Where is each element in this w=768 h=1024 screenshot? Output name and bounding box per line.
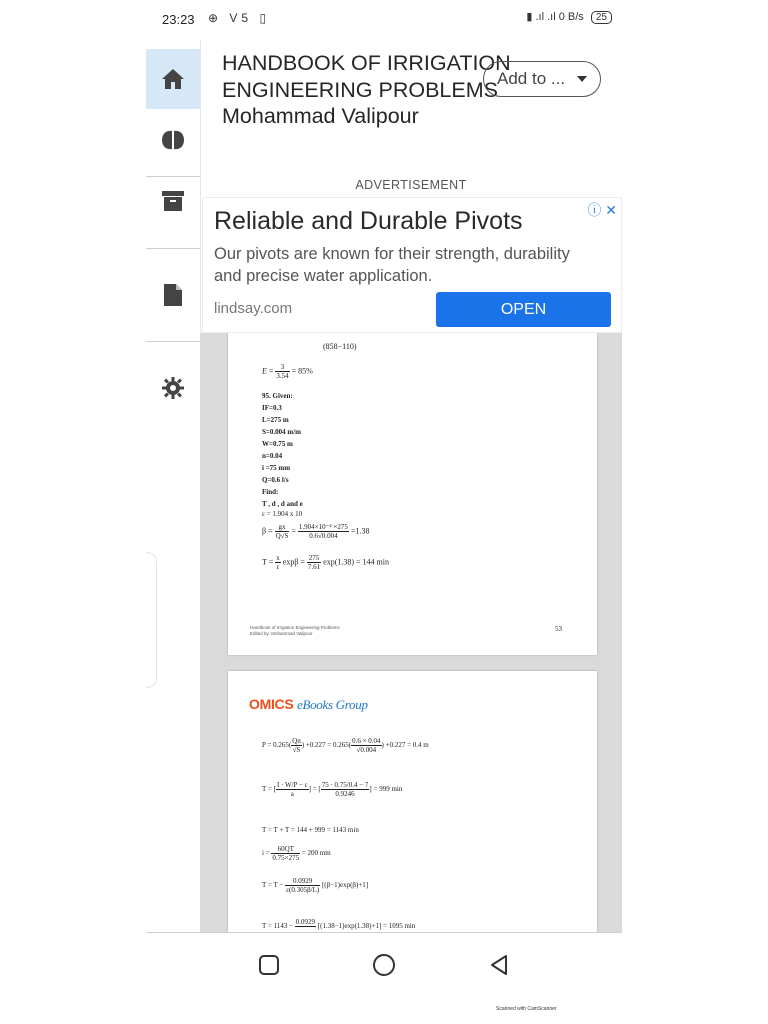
document-page xyxy=(228,333,597,655)
ad-open-button[interactable]: OPEN xyxy=(436,292,611,327)
ad-domain[interactable]: lindsay.com xyxy=(214,300,293,317)
home-button[interactable] xyxy=(371,952,397,978)
page-footer: Handbook of Irrigation Engineering Problems Edited by: Mohammad Valipour xyxy=(250,625,340,636)
equation-last: T = 1143 − 0.0929 [(1.38−1)exp(1.38)+1] = 1095 min xyxy=(262,918,416,931)
add-to-label: Add to ... xyxy=(497,69,566,88)
status-time: 23:23 xyxy=(162,12,195,27)
rail-document[interactable] xyxy=(146,265,200,325)
vibrate-icon: ▮ xyxy=(526,11,533,23)
equation-tr: T = [ $\frac{I \cdot W/P - \varepsilon}{a}$ ] = [ $\frac{75 \cdot 0.75/0.4 - 7}{0.9246}$ ] = 999 min xyxy=(262,781,403,798)
equation-tl: T = $\frac{x}{\varepsilon}$ expβ = $\frac{275}{7.61}$ exp(1.38) = 144 min xyxy=(262,554,389,571)
document-icon xyxy=(163,283,183,307)
gear-icon xyxy=(162,377,184,399)
equation-beta: β = $\frac{gx}{Q√S}$ = $\frac{\text{1.904×10⁻⁴ ×275}}{0.6√0.004}$ =1.38 xyxy=(262,523,370,540)
signal-icon-2: .ıl xyxy=(547,11,556,23)
equation-tcl: T = T − $\frac{0.0929}{\varepsilon(0.305\beta/L)}$ [(β−1)exp(β)+1] xyxy=(262,877,369,894)
home-circle-icon xyxy=(372,953,396,977)
equation-p: P = 0.265( $\frac{Qn}{√S}$ ) +0.227 = 0.265( $\frac{0.6 \times 0.04}{√0.004}$ ) +0.227 = 0.4 m xyxy=(262,737,429,754)
rail-settings[interactable] xyxy=(146,358,200,418)
equation-if: i = $\frac{60QT}{0.75\times 275}$ = 200 mm xyxy=(262,845,331,862)
back-icon xyxy=(488,954,510,976)
document-page xyxy=(228,671,597,932)
signal-icon: .ıl xyxy=(535,11,545,23)
page-number: 53 xyxy=(555,625,562,633)
document-viewer[interactable] xyxy=(200,333,622,932)
ad-description: Our pivots are known for their strength, durability and precise water application. xyxy=(214,245,570,285)
ad-label: ADVERTISEMENT xyxy=(355,178,467,192)
status-left-icons xyxy=(208,11,270,25)
side-drawer-handle[interactable] xyxy=(146,552,157,688)
rail-archive[interactable] xyxy=(146,171,200,231)
recent-apps-button[interactable] xyxy=(256,952,282,978)
ad-banner[interactable] xyxy=(202,197,622,333)
recent-apps-icon xyxy=(258,954,280,976)
rail-brain[interactable] xyxy=(146,110,200,170)
brain-icon xyxy=(160,129,186,151)
epsilon-line: ε = 1.904 x 10 xyxy=(262,510,303,518)
home-icon xyxy=(161,68,185,90)
sim-card-icon: ▯ xyxy=(259,11,271,25)
archive-icon xyxy=(161,190,185,212)
back-button[interactable] xyxy=(486,952,512,978)
rail-home[interactable] xyxy=(146,49,200,109)
battery-icon: 25 xyxy=(591,11,612,24)
data-rate: 0 B/s xyxy=(558,11,584,23)
equation-tco: T = T + T = 144 + 999 = 1143 min xyxy=(262,826,359,834)
chevron-down-icon xyxy=(577,76,587,82)
rail-divider xyxy=(146,341,200,342)
scanner-watermark: Scanned with CamScanner xyxy=(496,1006,557,1012)
ad-headline[interactable]: Reliable and Durable Pivots xyxy=(214,207,523,235)
ad-choices-icon[interactable]: ⓘ ✕ xyxy=(587,202,617,218)
omics-logo: OMICS eBooks Group xyxy=(249,696,368,712)
status-right-icons xyxy=(526,10,612,24)
rail-divider xyxy=(146,248,200,249)
equation-fragment: (858−110) xyxy=(323,342,357,351)
vowifi-icon: V5 xyxy=(229,11,253,25)
battery-saver-icon: ⊕ xyxy=(208,11,223,25)
document-title: HANDBOOK OF IRRIGATION ENGINEERING PROBLEMS Mohammad Valipour xyxy=(222,51,511,128)
equation-e: E = $\frac{3}{3.54}$ = 85% xyxy=(262,363,313,380)
add-to-button[interactable] xyxy=(483,61,601,97)
status-bar xyxy=(146,0,622,40)
system-navbar xyxy=(146,932,622,997)
nav-rail xyxy=(146,40,201,932)
given-list: 95. Given: IF=0.3 L=275 m S=0.004 m/m W=0.75 m n=0.04 i =75 mm Q=0.6 l/s Find: T , d , d and e xyxy=(262,392,303,508)
